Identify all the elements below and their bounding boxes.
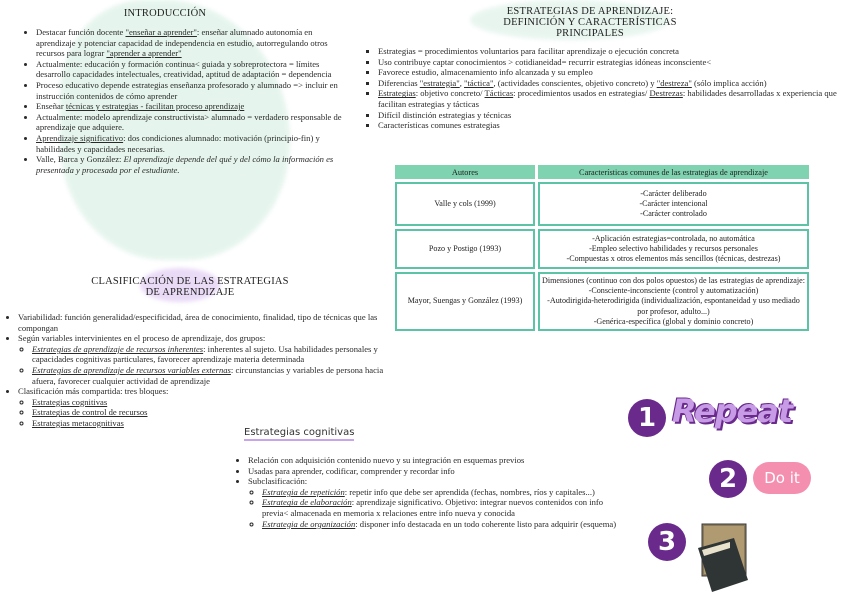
intro-title: INTRODUCCIÓN [123, 8, 207, 19]
classification-title-line1: CLASIFICACIÓN DE LAS ESTRATEGIAS [91, 276, 289, 287]
table-cell-author: Mayor, Suengas y González (1993) [395, 272, 535, 331]
list-item: • Destacar función docente "enseñar a aprender": enseñar alumnado autonomía en aprendizaje y potenciar capacidad de independencia en estudio, autorregulando otros recursos para lograr "aprender a aprender" [36, 27, 346, 59]
list-item: ▪ Estrategias: objetivo concreto/ Tácticas: procedimientos usados en estrategias/ Destrezas: habilidades desarrolladas x experiencia que facilitan estrategias y tácticas [378, 88, 848, 109]
table-cell-characteristics: -Carácter deliberado -Carácter intencional -Carácter controlado [538, 182, 809, 226]
list-item: ◦ Estrategia de repetición: repetir info que debe ser aprendida (fechas, nombres, ríos y capitales...) [262, 487, 628, 498]
classification-title [70, 276, 310, 298]
repeat-sticker: Repeat [672, 392, 793, 430]
cognitive-list [236, 455, 628, 529]
strategies-title [440, 6, 740, 39]
list-item: ◦ Estrategias cognitivas [32, 397, 400, 408]
number-two-badge: 2 [709, 460, 747, 498]
table-row [395, 272, 809, 331]
intro-list [24, 27, 346, 175]
do-it-sticker: Do it [753, 462, 811, 494]
sub-list [248, 487, 628, 529]
cognitive-title: Estrategias cognitivas [244, 427, 354, 441]
list-item: ◦ Estrategias de aprendizaje de recursos variables externas: circunstancias y variables de persona hacia afuera, favorecer cualquier actividad de aprendizaje [32, 365, 400, 386]
list-item: • Valle, Barca y González: El aprendizaje depende del qué y del cómo la información es presentada y procesada por el estudiante. [36, 154, 346, 175]
strategies-title-line3: PRINCIPALES [556, 28, 624, 39]
books-icon [694, 520, 752, 596]
characteristics-table [392, 162, 812, 334]
list-item: ◦ Estrategias de aprendizaje de recursos inherentes: inherentes al sujeto. Usa habilidades personales y capacidades cognitivas particulares, favorecer aprendizaje materia determinada [32, 344, 400, 365]
list-item: • Proceso educativo depende estrategias enseñanza profesorado y alumnado => incluir en instrucción contenidos de cómo aprender [36, 80, 346, 101]
sub-list [18, 344, 400, 386]
list-item: • Variabilidad: función generalidad/especificidad, área de conocimiento, finalidad, tipo de técnicas que las compongan [18, 312, 400, 333]
table-cell-author: Pozo y Postigo (1993) [395, 229, 535, 269]
list-item: • Relación con adquisición contenido nuevo y su integración en esquemas previos [248, 455, 628, 466]
list-item: • Usadas para aprender, codificar, comprender y recordar info [248, 466, 628, 477]
strategies-title-line1: ESTRATEGIAS DE APRENDIZAJE: [506, 6, 674, 17]
list-item: ▪ Diferencias "estrategia", "táctica", (actividades conscientes, objetivo concreto) y "destreza" (sólo implica acción) [378, 78, 848, 89]
list-item: ◦ Estrategias de control de recursos [32, 407, 400, 418]
number-one-badge: 1 [628, 399, 666, 437]
list-item: ▪ Estrategias = procedimientos voluntarios para facilitar aprendizaje o ejecución concreta [378, 46, 848, 57]
list-item: • Actualmente: educación y formación continua< guiada y sobreprotectora = límites desarrollo capacidades intelectuales, creatividad, aptitud de adaptación = dependencia [36, 59, 346, 80]
table-header-authors: Autores [395, 165, 535, 179]
list-item: ◦ Estrategia de elaboración: aprendizaje significativo. Objetivo: integrar nuevos contenidos con info previa< almacenada en memoria x relaciones entre info nueva y conocida [262, 497, 628, 518]
list-item: • Subclasificación: ◦ Estrategia de repetición: repetir info que debe ser aprendida (fechas, nombres, ríos y capitales...) ◦ Estrategia de elaboración: aprendizaje significativo. Objetivo: integrar nuevos contenidos con info previa< almacenada en memoria x relaciones entre info nueva y conocida ◦ Estrategia de organización: disponer info destacada en un todo coherente listo para adquirir (esquema) [248, 476, 628, 529]
list-item: • Según variables intervinientes en el proceso de aprendizaje, dos grupos: ◦ Estrategias de aprendizaje de recursos inherentes: inherentes al sujeto. Usa habilidades personales y capacidades cognitivas particulares, favorecer aprendizaje materia determinada ◦ Estrategias de aprendizaje de recursos variables externas: circunstancias y variables de persona hacia afuera, favorecer cualquier actividad de aprendizaje [18, 333, 400, 386]
list-item: ▪ Características comunes estrategias [378, 120, 848, 131]
table-cell-author: Valle y cols (1999) [395, 182, 535, 226]
list-item: ▪ Uso contribuye captar conocimientos > cotidianeidad= recurrir estrategias idóneas inconsciente< [378, 57, 848, 68]
list-item: • Enseñar técnicas y estrategias - facilitan proceso aprendizaje [36, 101, 346, 112]
classification-list [6, 312, 400, 429]
list-item: ▪ Difícil distinción estrategias y técnicas [378, 110, 848, 121]
list-item: ◦ Estrategia de organización: disponer info destacada en un todo coherente listo para adquirir (esquema) [262, 519, 628, 530]
table-header-characteristics: Características comunes de las estrategias de aprendizaje [538, 165, 809, 179]
strategies-list [366, 46, 848, 131]
strategies-title-line2: DEFINICIÓN Y CARACTERÍSTICAS [503, 17, 677, 28]
table-cell-characteristics: -Aplicación estrategias=controlada, no automática -Empleo selectivo habilidades y recursos personales -Compuestas x otros elementos más sencillos (técnicas, destrezas) [538, 229, 809, 269]
list-item: • Actualmente: modelo aprendizaje constructivista> alumnado = verdadero responsable de aprendizaje que adquiere. [36, 112, 346, 133]
list-item: ▪ Favorece estudio, almacenamiento info alcanzada y su empleo [378, 67, 848, 78]
number-three-badge: 3 [648, 523, 686, 561]
list-item: • Aprendizaje significativo: dos condiciones alumnado: motivación (principio-fin) y habilidades y capacidades necesarias. [36, 133, 346, 154]
table-row [395, 182, 809, 226]
table-cell-characteristics: Dimensiones (continuo con dos polos opuestos) de las estrategias de aprendizaje: -Consciente-inconsciente (control y automatización) -Autodirigida-heterodirigida (individualización, espontaneidad y uso mediado por profesor, adulto...) -Genérica-específica (global y dominio concreto) [538, 272, 809, 331]
sub-list [18, 397, 400, 429]
table-row [395, 229, 809, 269]
classification-title-line2: DE APRENDIZAJE [145, 287, 235, 298]
list-item: ◦ Estrategias metacognitivas [32, 418, 400, 429]
list-item: • Clasificación más compartida: tres bloques: ◦ Estrategias cognitivas ◦ Estrategias de control de recursos ◦ Estrategias metacognitivas [18, 386, 400, 428]
